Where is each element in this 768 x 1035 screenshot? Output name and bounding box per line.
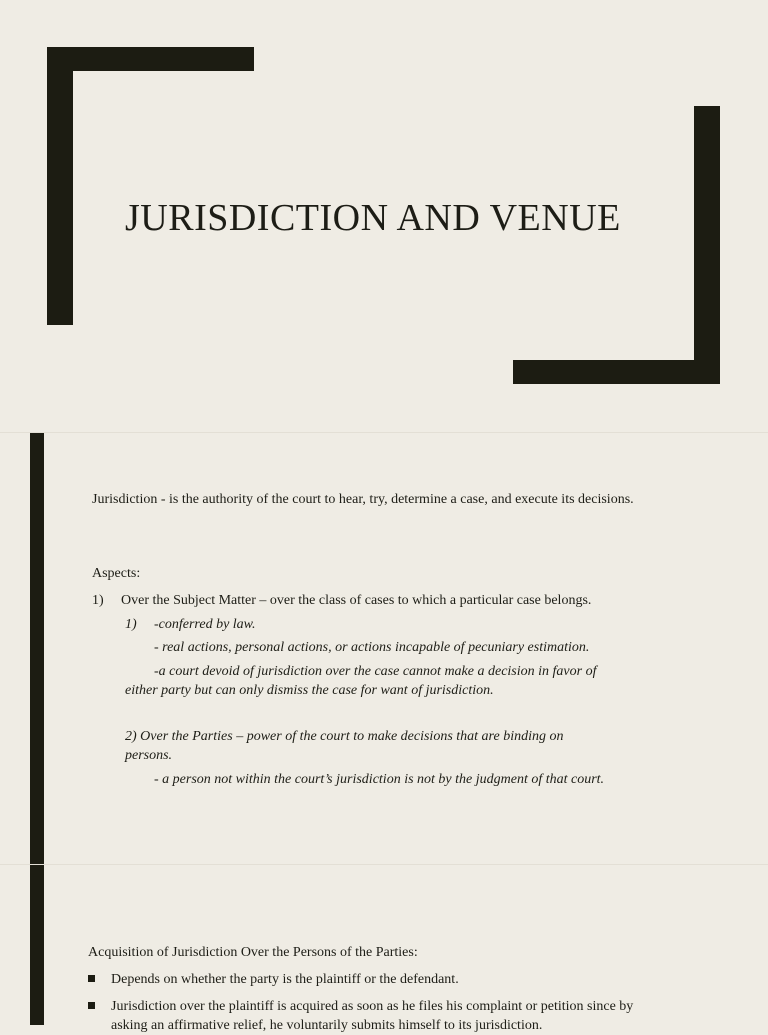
aspects-heading: Aspects:: [92, 566, 141, 581]
square-bullet-icon: [88, 975, 95, 982]
bullet-item: [88, 997, 668, 1035]
sub-item-1: [125, 615, 255, 634]
jurisdiction-definition: Jurisdiction - is the authority of the court to hear, try, determine a case, and execute its decisions.: [92, 492, 634, 507]
left-accent-bar: [30, 865, 44, 1025]
aspect-item-2-line-1-continued: persons.: [125, 748, 173, 763]
aspect-item-1: [92, 591, 591, 610]
aspect-item-2-line-2: - a person not within the court’s jurisdiction is not by the judgment of that court.: [154, 772, 605, 787]
sub-item-1-number: 1): [125, 617, 137, 632]
corner-frame-top-left-horizontal: [47, 47, 254, 71]
aspect-item-1-text: Over the Subject Matter – over the class of cases to which a particular case belongs.: [121, 593, 592, 608]
title-slide: [0, 0, 768, 432]
square-bullet-icon: [88, 1002, 95, 1009]
corner-frame-bottom-right-vertical: [694, 106, 720, 384]
aspect-item-2-line-1: 2) Over the Parties – power of the court to make decisions that are binding on: [125, 729, 564, 744]
bullet-text: Jurisdiction over the plaintiff is acquired as soon as he files his complaint or petition since by asking an affirmative relief, he voluntarily submits himself to its jurisdiction.: [111, 999, 634, 1033]
left-accent-bar: [30, 433, 44, 865]
acquisition-slide: [0, 864, 768, 1033]
corner-frame-top-left-vertical: [47, 47, 73, 325]
corner-frame-bottom-right-horizontal: [513, 360, 720, 384]
aspect-item-1-number: 1): [92, 593, 104, 608]
sub-item-1-line-3: -a court devoid of jurisdiction over the case cannot make a decision in favor of: [154, 664, 597, 679]
bullet-text: Depends on whether the party is the plaintiff or the defendant.: [111, 972, 459, 987]
sub-item-1-line-2: - real actions, personal actions, or actions incapable of pecuniary estimation.: [154, 640, 590, 655]
sub-item-1-text: -conferred by law.: [154, 617, 256, 632]
definition-slide: [0, 432, 768, 865]
sub-item-1-line-3-continued: either party but can only dismiss the case for want of jurisdiction.: [125, 683, 494, 698]
slide-title: JURISDICTION AND VENUE: [125, 197, 621, 239]
acquisition-heading: Acquisition of Jurisdiction Over the Persons of the Parties:: [88, 945, 418, 960]
bullet-item: [88, 970, 668, 989]
